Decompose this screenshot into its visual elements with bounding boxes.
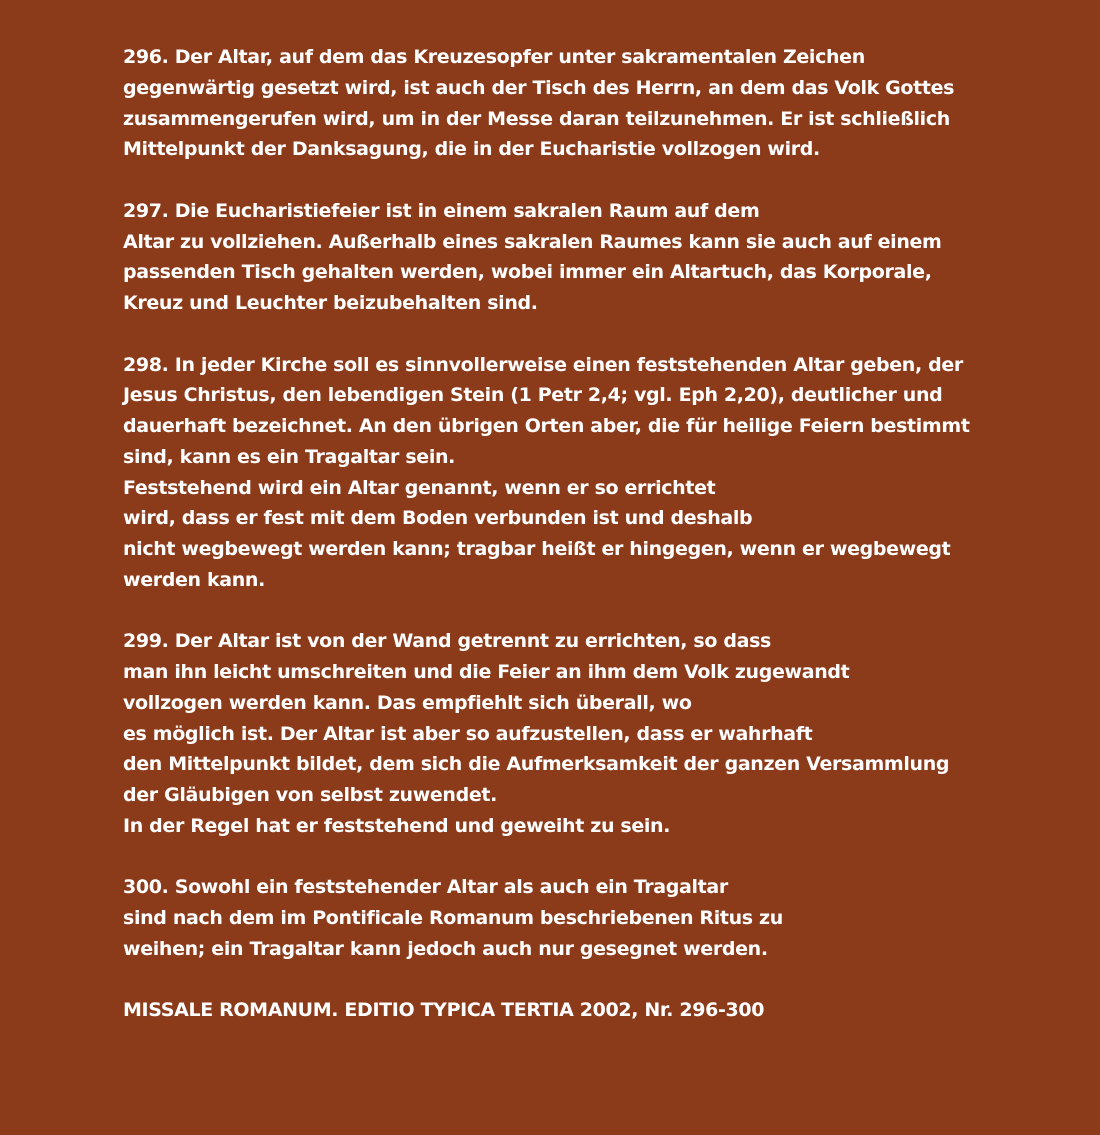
text-line: Altar zu vollziehen. Außerhalb eines sakralen Raumes kann sie auch auf einem: [123, 230, 942, 253]
text-line: sind nach dem im Pontificale Romanum beschriebenen Ritus zu: [123, 907, 783, 929]
citation-text: MISSALE ROMANUM. EDITIO TYPICA TERTIA 2002, Nr. 296-300: [123, 999, 765, 1022]
text-line: 297. Die Eucharistiefeier ist in einem sakralen Raum auf dem: [123, 199, 760, 222]
text-line: werden kann.: [123, 568, 265, 591]
text-line: weihen; ein Tragaltar kann jedoch auch nur gesegnet werden.: [123, 937, 768, 960]
text-line: vollzogen werden kann. Das empfiehlt sich überall, wo: [123, 691, 692, 714]
text-line: In der Regel hat er feststehend und geweiht zu sein.: [123, 814, 671, 837]
text-line: Kreuz und Leuchter beizubehalten sind.: [123, 292, 538, 314]
text-line: sind, kann es ein Tragaltar sein.: [123, 445, 456, 468]
text-line: 298. In jeder Kirche soll es sinnvollerweise einen feststehenden Altar geben, der: [123, 353, 963, 376]
source-citation: [123, 995, 1023, 1026]
text-line: zusammengerufen wird, um in der Messe daran teilzunehmen. Er ist schließlich: [123, 107, 950, 130]
text-line: es möglich ist. Der Altar ist aber so aufzustellen, dass er wahrhaft: [123, 722, 813, 745]
document-body: [123, 42, 1023, 1057]
paragraph-298: [123, 350, 1023, 596]
text-line: der Gläubigen von selbst zuwendet.: [123, 784, 498, 806]
text-line: wird, dass er fest mit dem Boden verbunden ist und deshalb: [123, 507, 753, 530]
text-line: Feststehend wird ein Altar genannt, wenn er so errichtet: [123, 476, 716, 499]
text-line: gegenwärtig gesetzt wird, ist auch der Tisch des Herrn, an dem das Volk Gottes: [123, 76, 955, 99]
paragraph-297: [123, 196, 1023, 319]
paragraph-299: [123, 626, 1023, 841]
text-line: dauerhaft bezeichnet. An den übrigen Orten aber, die für heilige Feiern bestimmt: [123, 415, 970, 437]
text-line: 299. Der Altar ist von der Wand getrennt zu errichten, so dass: [123, 630, 772, 653]
text-line: Mittelpunkt der Danksagung, die in der Eucharistie vollzogen wird.: [123, 138, 820, 161]
paragraph-296: [123, 42, 1023, 165]
text-line: den Mittelpunkt bildet, dem sich die Aufmerksamkeit der ganzen Versammlung: [123, 753, 950, 776]
text-line: Jesus Christus, den lebendigen Stein (1 Petr 2,4; vgl. Eph 2,20), deutlicher und: [123, 384, 943, 407]
text-line: nicht wegbewegt werden kann; tragbar heißt er hingegen, wenn er wegbewegt: [123, 538, 951, 560]
text-line: 300. Sowohl ein feststehender Altar als auch ein Tragaltar: [123, 876, 728, 899]
text-line: 296. Der Altar, auf dem das Kreuzesopfer unter sakramentalen Zeichen: [123, 46, 865, 68]
text-line: man ihn leicht umschreiten und die Feier an ihm dem Volk zugewandt: [123, 661, 850, 683]
text-line: passenden Tisch gehalten werden, wobei immer ein Altartuch, das Korporale,: [123, 261, 932, 284]
paragraph-300: [123, 872, 1023, 964]
